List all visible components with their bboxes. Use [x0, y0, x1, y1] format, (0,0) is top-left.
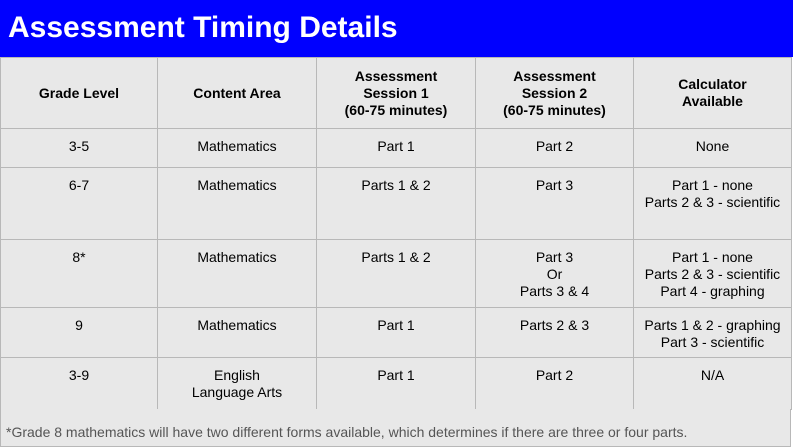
cell-grade: 8*: [1, 240, 158, 308]
cell-session-1: Parts 1 & 2: [317, 240, 476, 308]
cell-grade: 9: [1, 308, 158, 358]
cell-content-area: Mathematics: [158, 129, 317, 168]
cell-session-1: Part 1: [317, 358, 476, 410]
assessment-timing-table: [0, 57, 792, 410]
cell-session-1: Part 1: [317, 308, 476, 358]
table-row: [1, 168, 792, 240]
cell-session-2: Parts 2 & 3: [476, 308, 634, 358]
cell-content-area: English Language Arts: [158, 358, 317, 410]
header-content-area: Content Area: [158, 58, 317, 129]
cell-content-area: Mathematics: [158, 308, 317, 358]
cell-session-2: Part 2: [476, 358, 634, 410]
title-banner: [0, 0, 793, 57]
cell-content-area: Mathematics: [158, 240, 317, 308]
cell-calculator: Parts 1 & 2 - graphing Part 3 - scientific: [634, 308, 792, 358]
table-row: [1, 358, 792, 410]
page-title: Assessment Timing Details: [8, 11, 398, 44]
footnote: *Grade 8 mathematics will have two different forms available, which determines if there are three or four parts.: [0, 409, 791, 447]
header-grade-level: Grade Level: [1, 58, 158, 129]
cell-session-1: Parts 1 & 2: [317, 168, 476, 240]
cell-calculator: None: [634, 129, 792, 168]
cell-calculator: Part 1 - none Parts 2 & 3 - scientific: [634, 168, 792, 240]
cell-grade: 3-9: [1, 358, 158, 410]
cell-session-1: Part 1: [317, 129, 476, 168]
header-row: [1, 58, 792, 129]
table-row: [1, 308, 792, 358]
cell-content-area: Mathematics: [158, 168, 317, 240]
cell-session-2: Part 2: [476, 129, 634, 168]
header-calculator-available: Calculator Available: [634, 58, 792, 129]
cell-calculator: Part 1 - none Parts 2 & 3 - scientific Part 4 - graphing: [634, 240, 792, 308]
table-row: [1, 240, 792, 308]
header-session-2: Assessment Session 2 (60-75 minutes): [476, 58, 634, 129]
cell-session-2: Part 3 Or Parts 3 & 4: [476, 240, 634, 308]
cell-calculator: N/A: [634, 358, 792, 410]
cell-grade: 3-5: [1, 129, 158, 168]
cell-grade: 6-7: [1, 168, 158, 240]
table-row: [1, 129, 792, 168]
header-session-1: Assessment Session 1 (60-75 minutes): [317, 58, 476, 129]
cell-session-2: Part 3: [476, 168, 634, 240]
